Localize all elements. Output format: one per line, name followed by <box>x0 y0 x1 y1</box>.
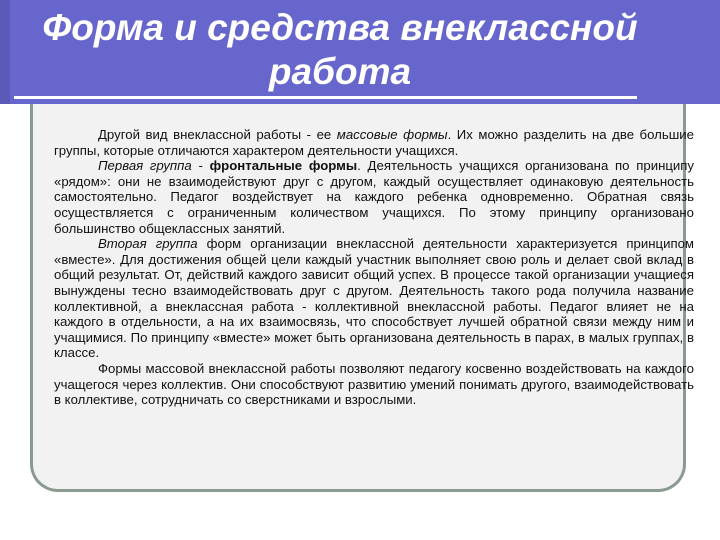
paragraph-text: Другой вид внеклассной работы - ее <box>98 127 337 142</box>
paragraph-text: - <box>191 158 210 174</box>
term-mass-forms: массовые формы <box>336 127 448 142</box>
slide-title-line-1: Форма и средства внеклассной <box>42 7 638 48</box>
slide-title <box>10 6 670 94</box>
paragraph-text: . Деятельность учащихся организована по принципу «рядом»: они не взаимодействуют друг с другом, каждый осуществляет одинаковую деятельность самостоятельно. Педагог воздействует на каждого ребенка одновременно. Обратная связь осуществляется с ограниченным количеством учащихся. По этому принципу организовано большинство общеклассных занятий. <box>54 158 695 236</box>
paragraph-mass-forms <box>54 127 694 158</box>
paragraph-mass-forms-summary <box>54 361 694 408</box>
paragraph-first-group <box>54 158 694 236</box>
title-bar-accent <box>0 0 10 104</box>
paragraph-text: . Их можно разделить на две большие группы, которые отличаются характером деятельности учащихся. <box>54 127 695 158</box>
term-second-group: Вторая группа <box>98 236 198 252</box>
paragraph-text: форм организации внеклассной деятельности характеризуется принципом «вместе». Для достижения общей цели каждый участник выполняет свою роль и делает свой вклад в общий результат. От, действий каждого зависит общий успех. В процессе такой организации учащиеся вынуждены тесно взаимодействовать друг с другом. Деятельность такого рода получила название коллективной, а внеклассная работа - коллективной внеклассной работы. Педагог влияет не на каждого в отдельности, а на их взаимосвязь, что способствует лучшей обратной связи между ним и учащимися. По принципу «вместе» может быть организована деятельность в парах, в малых группах, в классе. <box>54 236 694 361</box>
paragraph-second-group <box>54 236 694 361</box>
paragraph-text: Формы массовой внеклассной работы позволяют педагогу косвенно воздействовать на каждого учащегося через коллектив. Они способствуют развитию умений понимать другого, взаимодействовать в коллективе, сотрудничать со сверстниками и взрослыми. <box>54 360 694 408</box>
term-first-group: Первая группа <box>98 158 192 174</box>
slide-body <box>54 127 694 408</box>
term-frontal-forms: фронтальные формы <box>209 158 358 174</box>
slide-title-line-2: работа <box>268 51 412 92</box>
title-underline <box>14 96 637 99</box>
